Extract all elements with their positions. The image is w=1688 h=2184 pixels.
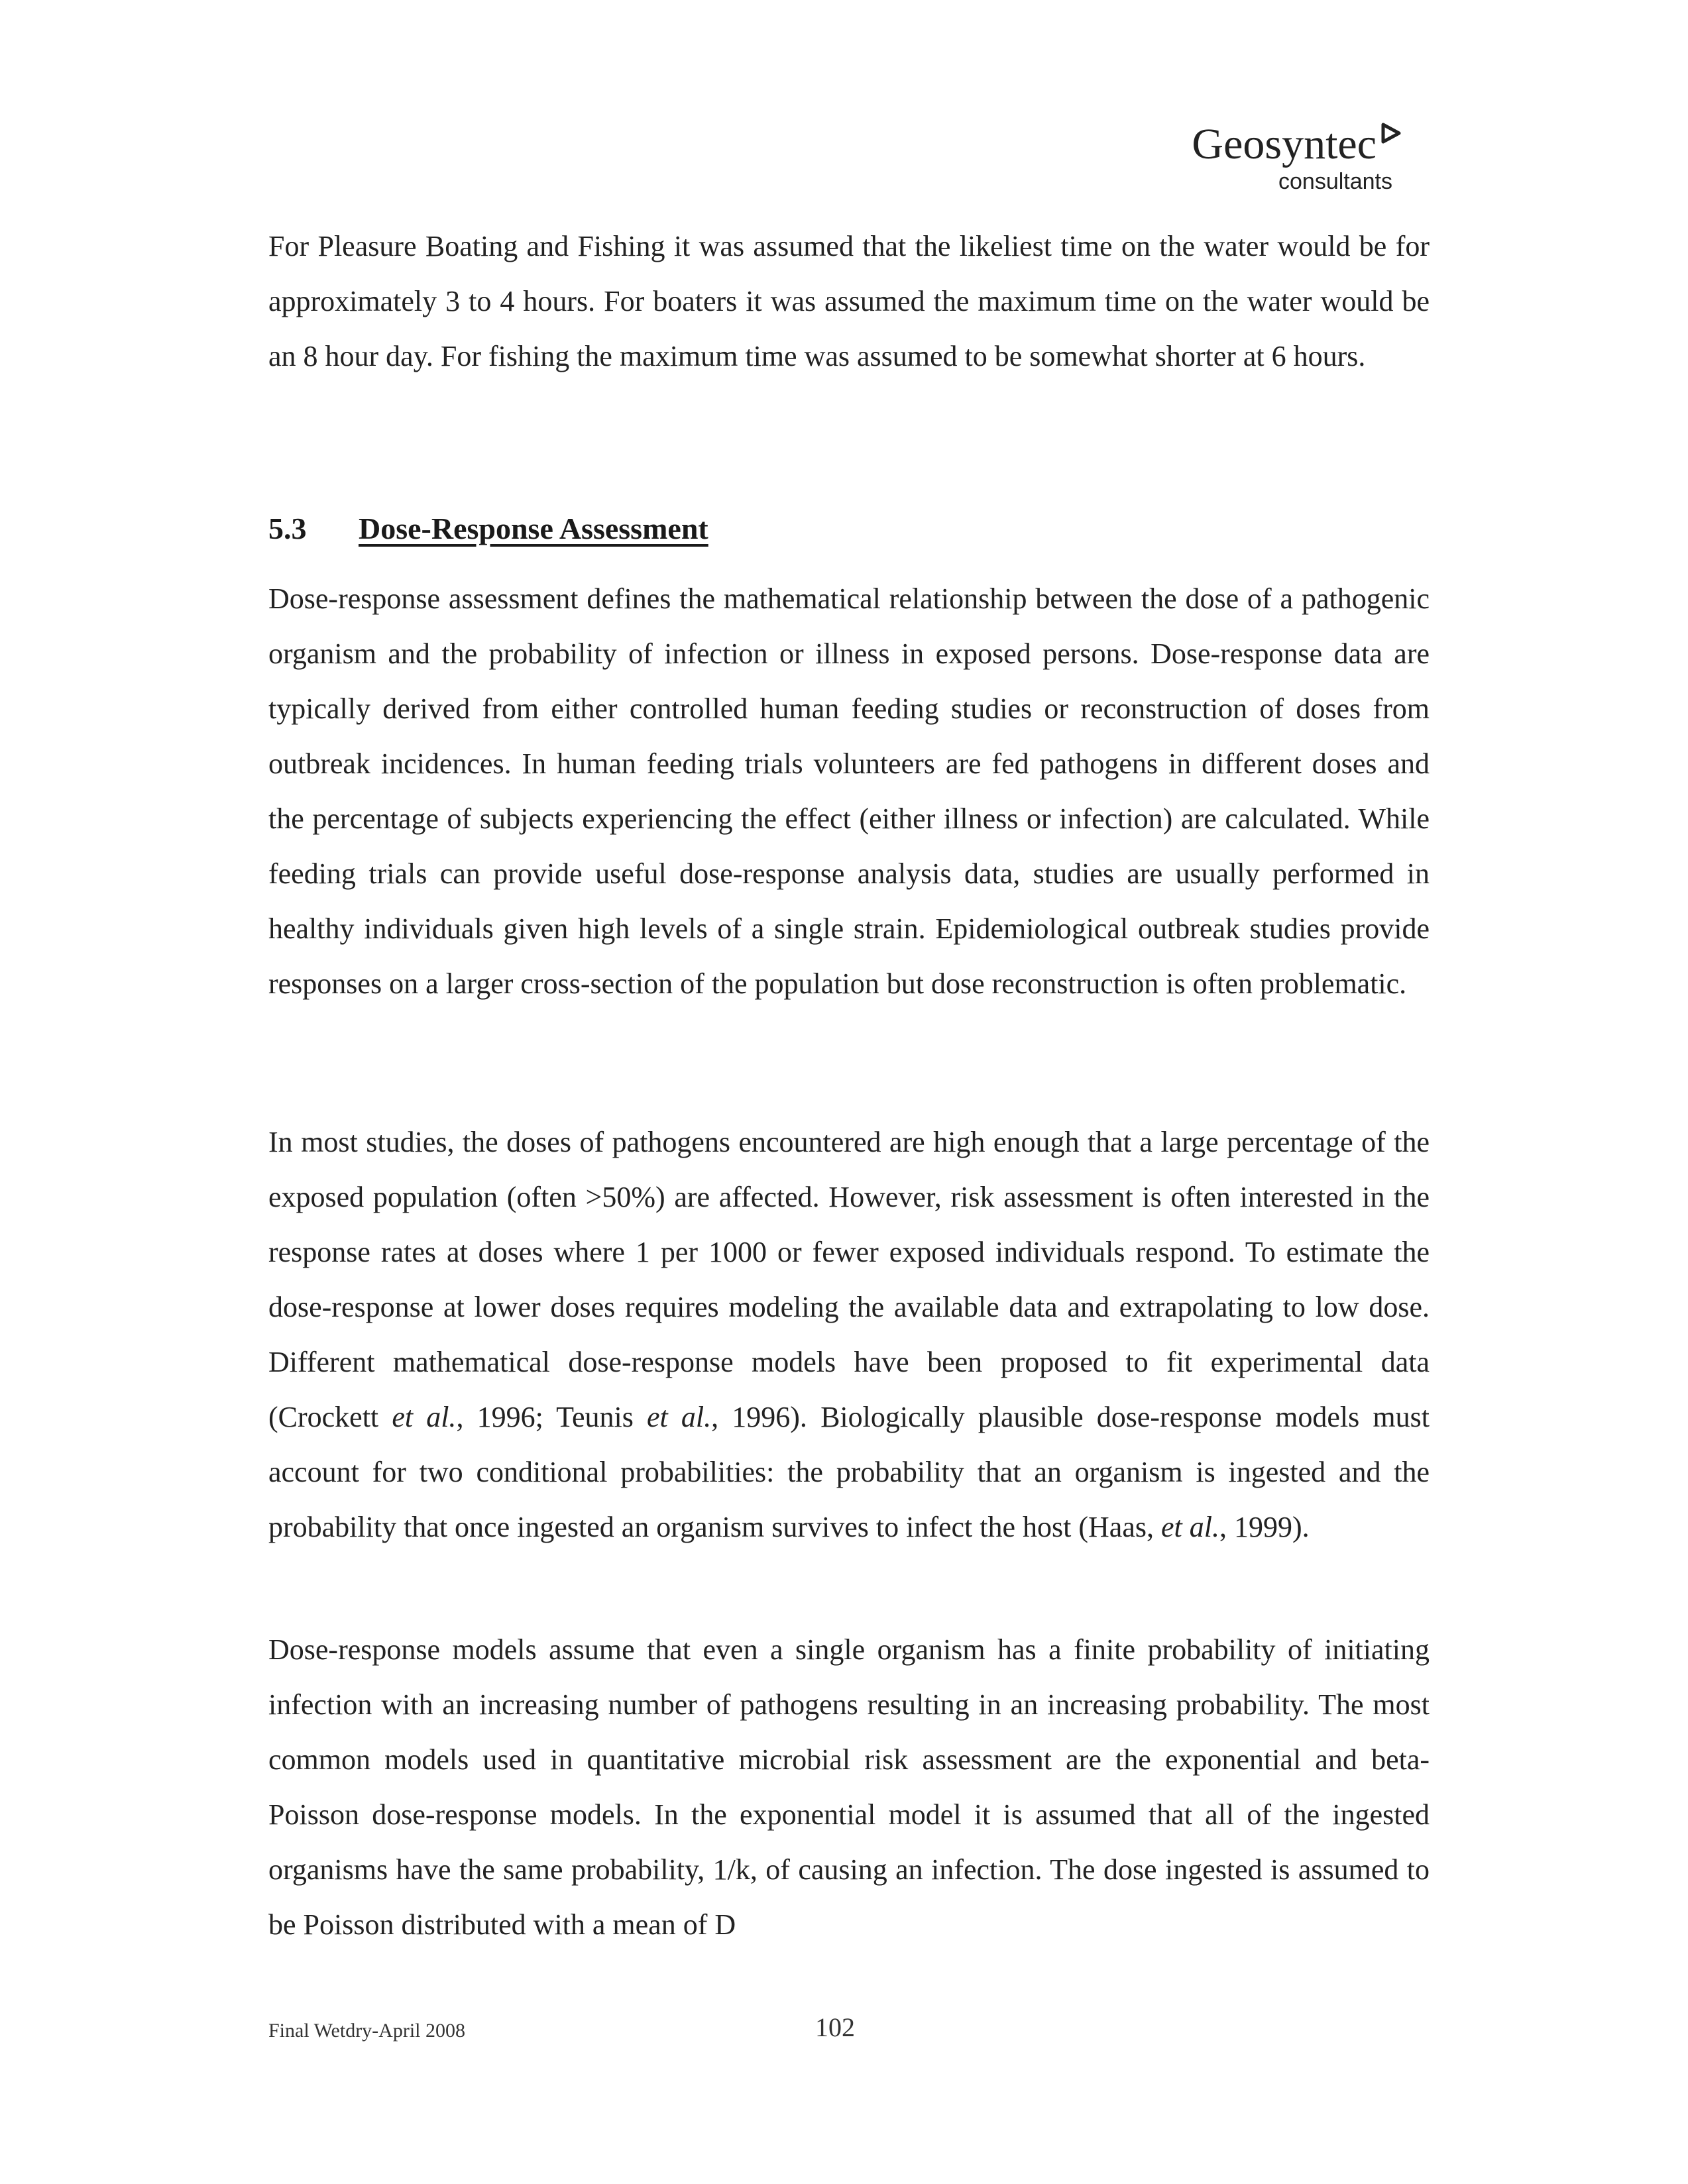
paragraph-dose-response-models: Dose-response models assume that even a single organism has a finite probability of initiating infection with an increasing number of pathogens resulting in an increasing probability. The most common models used in quantitative microbial risk assessment are the exponential and beta-Poisson dose-response models. In the exponential model it is assumed that all of the ingested organisms have the same probability, 1/k, of causing an infection. The dose ingested is assumed to be Poisson distributed with a mean of D	[268, 1633, 1430, 1941]
text-run: In most studies, the doses of pathogens encountered are high enough that a large percentage of the exposed population (often >50%) are affected. However, risk assessment is often interested in the response rates at doses where 1 per 1000 or fewer exposed individuals respond. To estimate the dose-response at lower doses requires modeling the available data and extrapolating to low dose. Different mathematical dose-response models have been proposed to fit experimental data (Crockett	[268, 1126, 1430, 1433]
text-run: , 1996). Biologically plausible dose-response models must account for two conditional probabilities: the probability that an organism is ingested and the probability that once ingested an organism survives to infect the host (Haas,	[268, 1401, 1430, 1543]
footer-document-title: Final Wetdry-April 2008	[268, 2020, 465, 2042]
logo-arrow-icon	[1379, 122, 1402, 144]
section-number: 5.3	[268, 512, 307, 545]
paragraph-dose-response-modeling	[268, 1115, 1430, 1555]
company-logo	[1192, 121, 1402, 195]
italic-et-al: et al.	[1160, 1511, 1219, 1543]
logo-name: Geosyntec	[1192, 120, 1377, 168]
italic-et-al: et al.	[392, 1401, 457, 1433]
section-title: Dose-Response Assessment	[359, 512, 708, 545]
paragraph-recreation-time: For Pleasure Boating and Fishing it was assumed that the likeliest time on the water would be for approximately 3 to 4 hours. For boaters it was assumed the maximum time on the water would be an 8 hour day. For fishing the maximum time was assumed to be somewhat shorter at 6 hours.	[268, 230, 1430, 372]
page-number: 102	[815, 2012, 855, 2042]
text-run: , 1999).	[1219, 1511, 1310, 1543]
paragraph-dose-response-definition: Dose-response assessment defines the mathematical relationship between the dose of a pathogenic organism and the probability of infection or illness in exposed persons. Dose-response data are typically derived from either controlled human feeding studies or reconstruction of doses from outbreak incidences. In human feeding trials volunteers are fed pathogens in different doses and the percentage of subjects experiencing the effect (either illness or infection) are calculated. While feeding trials can provide useful dose-response analysis data, studies are usually performed in healthy individuals given high levels of a single strain. Epidemiological outbreak studies provide responses on a larger cross-section of the population but dose reconstruction is often problematic.	[268, 582, 1430, 1000]
logo-subtitle: consultants	[1278, 169, 1392, 194]
italic-et-al: et al.	[647, 1401, 712, 1433]
text-run: , 1996; Teunis	[456, 1401, 647, 1433]
section-heading	[268, 509, 708, 549]
